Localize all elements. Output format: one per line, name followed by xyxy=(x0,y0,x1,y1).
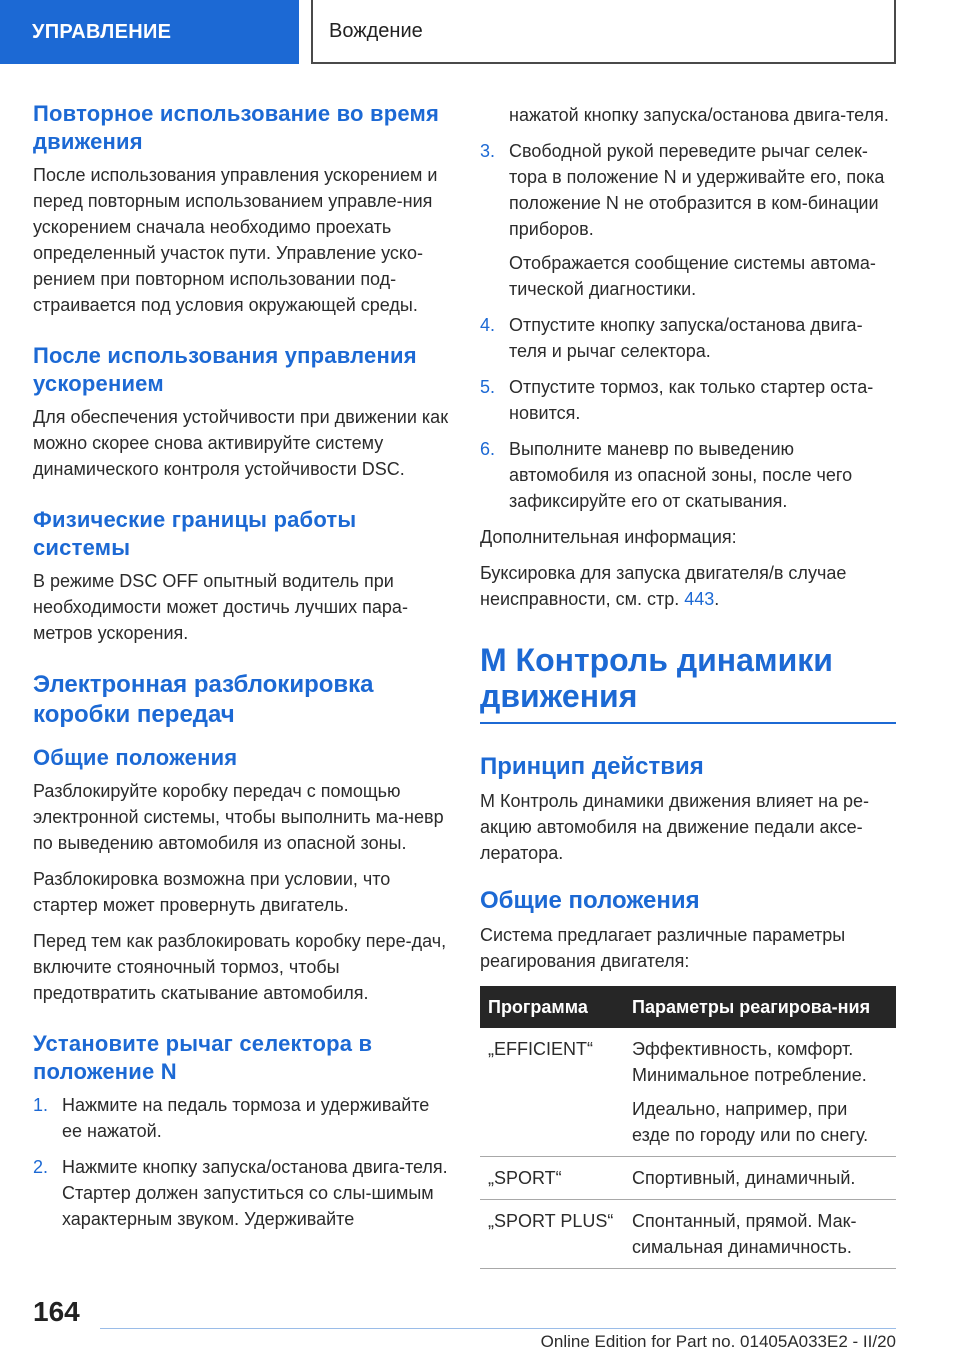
table-row xyxy=(480,1200,896,1269)
step-number: 2. xyxy=(33,1157,49,1177)
step-text: Отпустите тормоз, как только стартер оста-новится. xyxy=(509,377,874,423)
step-text: Нажмите кнопку запуска/останова двига-теля. Стартер должен запуститься со слы-шимым характерным звуком. Удерживайте xyxy=(62,1157,448,1229)
cell-text: Эффективность, комфорт. Минимальное потребление. xyxy=(632,1039,867,1085)
table-cell-program: „EFFICIENT“ xyxy=(480,1028,624,1157)
step-text: Нажмите на педаль тормоза и удерживайте ее нажатой. xyxy=(62,1095,430,1141)
heading-principle: Принцип действия xyxy=(480,753,704,780)
table-row xyxy=(480,1028,896,1157)
table-header-parameters: Параметры реагирова-ния xyxy=(624,986,896,1028)
heading-after-use: После использования управления ускорением xyxy=(33,343,417,396)
info-label: Дополнительная информация: xyxy=(480,527,737,547)
cell-text: Идеально, например, при езде по городу или по снегу. xyxy=(632,1099,869,1145)
list-item xyxy=(480,374,896,426)
left-column xyxy=(33,100,449,1242)
response-table xyxy=(480,986,896,1269)
heading-electronic-unlock: Электронная разблокировка коробки передач xyxy=(33,671,374,728)
table-header-program: Программа xyxy=(480,986,624,1028)
chapter-title: Вождение xyxy=(311,0,896,64)
table-cell-program: „SPORT PLUS“ xyxy=(480,1200,624,1269)
footer-edition: Online Edition for Part no. 01405A033E2 - II/20 xyxy=(540,1332,896,1351)
paragraph-reuse: После использования управления ускорением и перед повторным использованием управле-ния ускорением сначала необходимо проехать определенный участок пути. Управление уско-рением при повторном использовании под-страивается под условия окружающей среды. xyxy=(33,165,438,315)
table-cell-program: „SPORT“ xyxy=(480,1157,624,1200)
heading-reuse-while-driving: Повторное использование во время движения xyxy=(33,101,440,154)
list-item xyxy=(33,1154,449,1232)
paragraph-principle: M Контроль динамики движения влияет на ре-акцию автомобиля на движение педали аксе-лератора. xyxy=(480,791,870,863)
footer-divider xyxy=(100,1328,896,1329)
paragraph-physical-limits: В режиме DSC OFF опытный водитель при необходимости может достичь лучших пара-метров ускорения. xyxy=(33,571,408,643)
table-cell-parameters xyxy=(624,1028,896,1157)
section-tab: УПРАВЛЕНИЕ xyxy=(0,0,299,64)
heading-m-dynamic-control: M Контроль динамики движения xyxy=(480,642,896,724)
list-item xyxy=(480,436,896,514)
step-text: Свободной рукой переведите рычаг селек-тора в положение N и удерживайте его, пока положение N не отобразится в ком-бинации приборов. xyxy=(509,141,885,239)
step-number: 4. xyxy=(480,315,496,335)
table-cell-parameters: Спортивный, динамичный. xyxy=(624,1157,896,1200)
table-header-row xyxy=(480,986,896,1028)
paragraph-general-3: Перед тем как разблокировать коробку пере-дач, включите стояночный тормоз, чтобы предотвратить скатывание автомобиля. xyxy=(33,931,447,1003)
page-link[interactable]: 443 xyxy=(684,589,715,609)
table-cell-parameters: Спонтанный, прямой. Мак-симальная динамичность. xyxy=(624,1200,896,1269)
page-number: 164 xyxy=(33,1296,80,1327)
step-number: 5. xyxy=(480,377,496,397)
list-item xyxy=(480,138,896,302)
steps-list-left xyxy=(33,1092,449,1232)
right-column xyxy=(480,102,896,1269)
heading-physical-limits: Физические границы работы системы xyxy=(33,507,357,560)
step-2-continuation: нажатой кнопку запуска/останова двига-теля. xyxy=(509,105,889,125)
step-number: 3. xyxy=(480,141,496,161)
info-text xyxy=(480,560,896,612)
step-number: 1. xyxy=(33,1095,49,1115)
list-item xyxy=(480,312,896,364)
heading-selector-n: Установите рычаг селектора в положение N xyxy=(33,1031,373,1084)
step-note: Отображается сообщение системы автома-тической диагностики. xyxy=(509,253,876,299)
paragraph-general-2: Разблокировка возможна при условии, что стартер может провернуть двигатель. xyxy=(33,869,391,915)
step-text: Отпустите кнопку запуска/останова двига-теля и рычаг селектора. xyxy=(509,315,863,361)
table-row xyxy=(480,1157,896,1200)
info-text-body: Буксировка для запуска двигателя/в случае неисправности, см. стр. xyxy=(480,563,847,609)
step-number: 6. xyxy=(480,439,496,459)
steps-list-right xyxy=(480,138,896,514)
paragraph-general-right: Система предлагает различные параметры реагирования двигателя: xyxy=(480,925,846,971)
heading-general-right: Общие положения xyxy=(480,887,700,914)
info-dot: . xyxy=(714,589,720,609)
paragraph-general-1: Разблокируйте коробку передач с помощью электронной системы, чтобы выполнить ма-невр по выведению автомобиля из опасной зоны. xyxy=(33,781,444,853)
list-item xyxy=(33,1092,449,1144)
heading-general: Общие положения xyxy=(33,745,238,770)
step-text: Выполните маневр по выведению автомобиля из опасной зоны, после чего зафиксируйте его от скатывания. xyxy=(509,439,853,511)
paragraph-after-use: Для обеспечения устойчивости при движении как можно скорее снова активируйте систему динамического контроля устойчивости DSC. xyxy=(33,407,449,479)
